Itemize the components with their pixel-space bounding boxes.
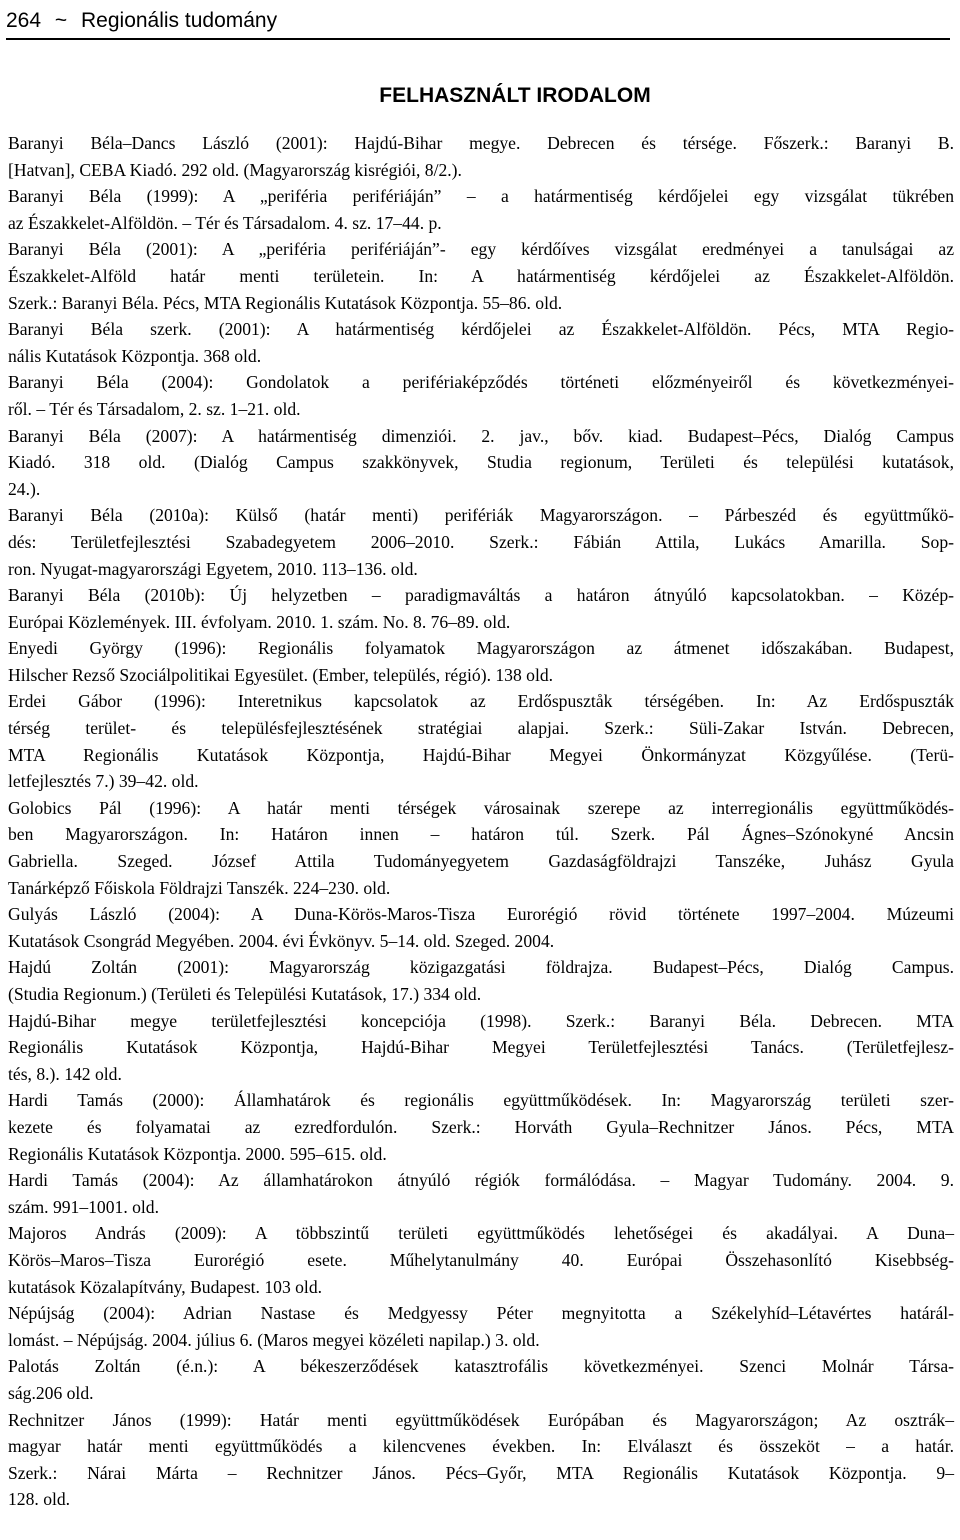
reference-line: Palotás Zoltán (é.n.): A békeszerződések katasztrofális következményei. Szenci Molnár Társa- xyxy=(8,1356,954,1377)
reference-line: Szerk.: Baranyi Béla. Pécs, MTA Regionális Kutatások Központja. 55–86. old. xyxy=(8,292,563,313)
reference-line: nális Kutatások Központja. 368 old. xyxy=(8,345,262,366)
reference-entry xyxy=(8,1167,954,1220)
reference-line: Kiadó. 318 old. (Dialóg Campus szakkönyvek, Studia regionum, Területi és települési kutatások, xyxy=(8,452,954,473)
reference-line: Tanárképző Főiskola Földrajzi Tanszék. 224–230. old. xyxy=(8,877,391,898)
reference-line: kezete és folyamatai az ezredfordulón. Szerk.: Horváth Gyula–Rechnitzer János. Pécs, MTA xyxy=(8,1116,954,1137)
reference-entry xyxy=(8,795,954,901)
reference-line: [Hatvan], CEBA Kiadó. 292 old. (Magyarország kisrégiói, 8/2.). xyxy=(8,159,462,180)
reference-line: kutatások Közalapítvány, Budapest. 103 old. xyxy=(8,1276,323,1297)
reference-line: lomást. – Népújság. 2004. július 6. (Maros megyei közéleti napilap.) 3. old. xyxy=(8,1329,540,1350)
reference-entry xyxy=(8,1008,954,1088)
reference-line: ben Magyarországon. In: Határon innen – határon túl. Szerk. Pál Ágnes–Szónokyné Ancsin xyxy=(8,824,954,845)
reference-line: ság.206 old. xyxy=(8,1382,94,1403)
reference-line: Baranyi Béla (2010b): Új helyzetben – paradigmaváltás a határon átnyúló kapcsolatokban. – Közép- xyxy=(8,585,954,606)
reference-line: Majoros András (2009): A többszintű területi együttműködés lehetőségei és akadályai. A Duna– xyxy=(8,1223,954,1244)
reference-line: Kutatások Csongrád Megyében. 2004. évi Évkönyv. 5–14. old. Szeged. 2004. xyxy=(8,930,555,951)
reference-entry xyxy=(8,130,954,183)
reference-line: Gabriella. Szeged. József Attila Tudományegyetem Gazdaságföldrajzi Tanszéke, Juhász Gyula xyxy=(8,851,954,872)
reference-line: ről. – Tér és Társadalom, 2. sz. 1–21. old. xyxy=(8,398,301,419)
reference-line: Erdei Gábor (1996): Interetnikus kapcsolatok az Erdőspusztåk térségében. In: Az Erdőspuszták xyxy=(8,691,954,712)
section-title: FELHASZNÁLT IRODALOM xyxy=(379,84,651,107)
journal-title: Regionális tudomány xyxy=(81,9,278,32)
reference-line: 128. old. xyxy=(8,1489,71,1510)
reference-list xyxy=(8,130,954,1513)
reference-entry xyxy=(8,1220,954,1300)
reference-line: Baranyi Béla (2004): Gondolatok a perifériaképződés történeti előzményeiről és következményei- xyxy=(8,372,954,393)
reference-line: ron. Nyugat-magyarországi Egyetem, 2010. 113–136. old. xyxy=(8,558,418,579)
reference-line: Hilscher Rezső Szociálpolitikai Egyesület. (Ember, település, régió). 138 old. xyxy=(8,664,554,685)
reference-line: magyar határ menti együttműködés a kilencvenes években. In: Elválaszt és összeköt – a határ. xyxy=(8,1436,954,1457)
reference-line: Regionális Kutatások Központja. 2000. 595–615. old. xyxy=(8,1143,387,1164)
reference-line: Baranyi Béla (2010a): Külső (határ menti) perifériák Magyarországon. – Párbeszéd és együttműkö- xyxy=(8,505,954,526)
reference-line: Baranyi Béla–Dancs László (2001): Hajdú-Bihar megye. Debrecen és térsége. Főszerk.: Baranyi B. xyxy=(8,133,954,153)
reference-entry xyxy=(8,183,954,236)
reference-line: Golobics Pál (1996): A határ menti térségek városainak szerepe az interregionális együttműködés- xyxy=(8,797,954,818)
reference-line: szám. 991–1001. old. xyxy=(8,1196,159,1217)
reference-line: az Északkelet-Alföldön. – Tér és Társadalom. 4. sz. 17–44. p. xyxy=(8,212,442,233)
reference-line: Gulyás László (2004): A Duna-Körös-Maros-Tisza Eurorégió rövid története 1997–2004. Múzeumi xyxy=(8,904,954,925)
reference-line: Szerk.: Nárai Márta – Rechnitzer János. Pécs–Győr, MTA Regionális Kutatások Központja. 9– xyxy=(8,1462,954,1483)
reference-line: Körös–Maros–Tisza Eurorégió esete. Műhelytanulmány 40. Európai Összehasonlító Kisebbség- xyxy=(8,1249,954,1270)
reference-entry xyxy=(8,954,954,1007)
reference-entry xyxy=(8,1353,954,1406)
reference-entry xyxy=(8,369,954,422)
reference-line: dés: Területfejlesztési Szabadegyetem 2006–2010. Szerk.: Fábián Attila, Lukács Amarilla. Sop- xyxy=(8,531,954,552)
reference-entry xyxy=(8,582,954,635)
reference-line: letfejlesztés 7.) 39–42. old. xyxy=(8,771,199,792)
reference-entry xyxy=(8,423,954,503)
reference-line: Baranyi Béla (1999): A „periféria perifériáján” – a határmentiség kérdőjelei egy vizsgálat tükrében xyxy=(8,186,954,207)
reference-entry xyxy=(8,236,954,316)
reference-entry xyxy=(8,316,954,369)
reference-line: térség terület- és településfejlesztésének stratégiai alapjai. Szerk.: Süli-Zakar István. Debrecen, xyxy=(8,718,954,739)
reference-entry xyxy=(8,1087,954,1167)
reference-line: Enyedi György (1996): Regionális folyamatok Magyarországon az átmenet időszakában. Budapest, xyxy=(8,638,954,659)
reference-line: Hardi Tamás (2000): Államhatárok és regionális együttműködések. In: Magyarország területi szer- xyxy=(8,1090,954,1111)
reference-line: MTA Regionális Kutatások Központja, Hajdú-Bihar Megyei Önkormányzat Közgyűlése. (Terü- xyxy=(8,744,954,765)
reference-entry xyxy=(8,901,954,954)
page-number: 264 xyxy=(6,9,42,32)
reference-line: Baranyi Béla (2001): A „periféria perifériáján”- egy kérdőíves vizsgálat eredményei a tanulságai az xyxy=(8,239,954,260)
reference-entry xyxy=(8,1300,954,1353)
reference-line: Baranyi Béla szerk. (2001): A határmentiség kérdőjelei az Északkelet-Alföldön. Pécs, MTA Regio- xyxy=(8,319,954,340)
running-header xyxy=(6,6,950,40)
reference-line: Európai Közlemények. III. évfolyam. 2010. 1. szám. No. 8. 76–89. old. xyxy=(8,611,511,632)
reference-entry xyxy=(8,635,954,688)
reference-line: Regionális Kutatások Központja, Hajdú-Bihar Megyei Területfejlesztési Tanács. (Területfejlesz- xyxy=(8,1037,954,1058)
reference-entry xyxy=(8,688,954,794)
reference-line: Északkelet-Alföld határ menti területein. In: A határmentiség kérdőjelei az Északkelet-Alföldön. xyxy=(8,265,954,286)
reference-line: tés, 8.). 142 old. xyxy=(8,1063,122,1084)
reference-entry xyxy=(8,1407,954,1513)
header-separator: ~ xyxy=(54,9,68,32)
reference-line: Hajdú Zoltán (2001): Magyarország közigazgatási földrajza. Budapest–Pécs, Dialóg Campus. xyxy=(8,957,954,978)
reference-line: Rechnitzer János (1999): Határ menti együttműködések Európában és Magyarországon; Az osztrák– xyxy=(8,1409,954,1430)
reference-line: Népújság (2004): Adrian Nastase és Medgyessy Péter megnyitotta a Székelyhíd–Létavértes határál- xyxy=(8,1303,954,1324)
reference-line: 24.). xyxy=(8,478,41,499)
reference-entry xyxy=(8,502,954,582)
reference-line: Hajdú-Bihar megye területfejlesztési koncepciója (1998). Szerk.: Baranyi Béla. Debrecen. MTA xyxy=(8,1010,954,1031)
reference-line: Hardi Tamás (2004): Az államhatárokon átnyúló régiók formálódása. – Magyar Tudomány. 2004. 9. xyxy=(8,1170,954,1191)
reference-line: Baranyi Béla (2007): A határmentiség dimenziói. 2. jav., bőv. kiad. Budapest–Pécs, Dialóg Campus xyxy=(8,425,954,446)
reference-line: (Studia Regionum.) (Területi és Települési Kutatások, 17.) 334 old. xyxy=(8,984,482,1004)
